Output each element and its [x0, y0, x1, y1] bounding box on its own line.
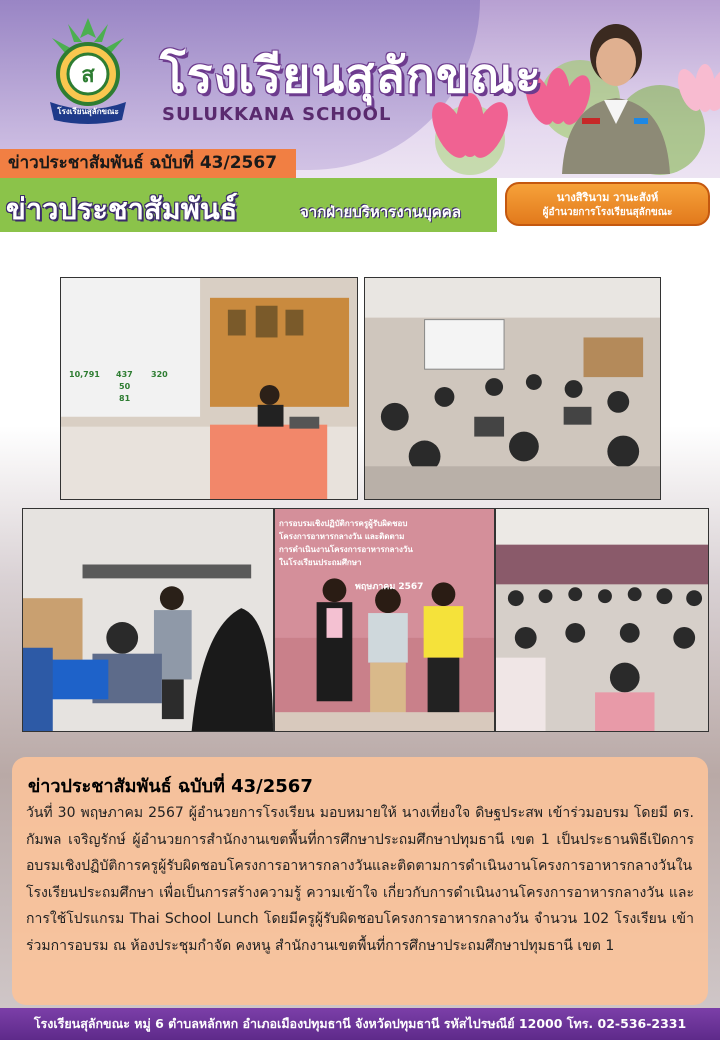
- photo-attendees-room: [364, 277, 661, 500]
- svg-text:ส: ส: [81, 63, 95, 88]
- slide-stat: 437: [116, 370, 133, 379]
- article-body: วันที่ 30 พฤษภาคม 2567 ผู้อำนวยการโรงเรียน มอบหมายให้ นางเที่ยงใจ ดิษฐประสพ เข้าร่วมอบรม โดยมี ดร. กัมพล เจริญรักษ์ ผู้อำนวยการสำนักงานเขตพื้นที่การศึกษาประถมศึกษาปทุมธานี เขต 1 เป็นประธานพิธีเปิดการอบรมเชิงปฏิบัติการครูผู้รับผิดชอบโครงการอาหารกลางวันและติดตามการดำเนินงานโครงการอาหารกลางวันในโรงเรียนประถมศึกษา เพื่อเป็นการสร้างความรู้ ความเข้าใจ เกี่ยวกับการดำเนินงานโครงการอาหารกลางวัน และการใช้โปรแกรม Thai School Lunch โดยมีครูผู้รับผิดชอบโครงการอาหารกลางวัน จำนวน 102 โรงเรียน เข้าร่วมการอบรม ณ ห้องประชุมกำจัด คงหนู สำนักงานเขตพื้นที่การศึกษาประถมศึกษาปทุมธานี เขต 1: [26, 805, 694, 954]
- photo-group-banner: [274, 508, 495, 732]
- school-name-english: SULUKKANA SCHOOL: [162, 104, 392, 125]
- slide-stat: 81: [119, 394, 131, 403]
- banner-line: การดำเนินงานโครงการอาหารกลางวัน: [279, 545, 413, 554]
- banner-date: พฤษภาคม 2567: [355, 582, 424, 592]
- director-nameplate: [505, 182, 710, 226]
- slide-stat: 10,791: [69, 370, 100, 379]
- school-name-thai: โรงเรียนสุลักขณะ: [160, 48, 543, 104]
- director-name: นางสิรินาม วานะสังห์: [556, 191, 659, 204]
- slide-stat: 50: [119, 382, 131, 391]
- news-subtitle: จากฝ่ายบริหารงานบุคคล: [300, 203, 462, 221]
- photo-presenter-mic: [22, 508, 274, 732]
- photo-speaker-desk: [60, 277, 358, 500]
- photo-attendees-rows: [495, 508, 709, 732]
- director-portrait: [552, 14, 680, 174]
- logo-caption: โรงเรียนสุลักขณะ: [57, 107, 119, 116]
- article-title: ข่าวประชาสัมพันธ์ ฉบับที่ 43/2567: [28, 776, 313, 797]
- footer-bar: [0, 1008, 720, 1040]
- banner-line: การอบรมเชิงปฏิบัติการครูผู้รับผิดชอบ: [279, 519, 408, 528]
- banner-line: ในโรงเรียนประถมศึกษา: [279, 558, 362, 567]
- footer-address: โรงเรียนสุลักขณะ หมู่ 6 ตำบลหลักหก อำเภอเมืองปทุมธานี จังหวัดปทุมธานี รหัสไปรษณีย์ 12000 โทร. 02-536-2331: [33, 1016, 687, 1031]
- slide-stat: 320: [151, 370, 168, 379]
- banner-line: โครงการอาหารกลางวัน และติดตาม: [279, 532, 405, 541]
- news-title: ข่าวประชาสัมพันธ์: [6, 192, 238, 226]
- director-role: ผู้อำนวยการโรงเรียนสุลักขณะ: [542, 207, 673, 218]
- issue-tag: ข่าวประชาสัมพันธ์ ฉบับที่ 43/2567: [0, 149, 296, 178]
- newsletter-header: [0, 0, 720, 232]
